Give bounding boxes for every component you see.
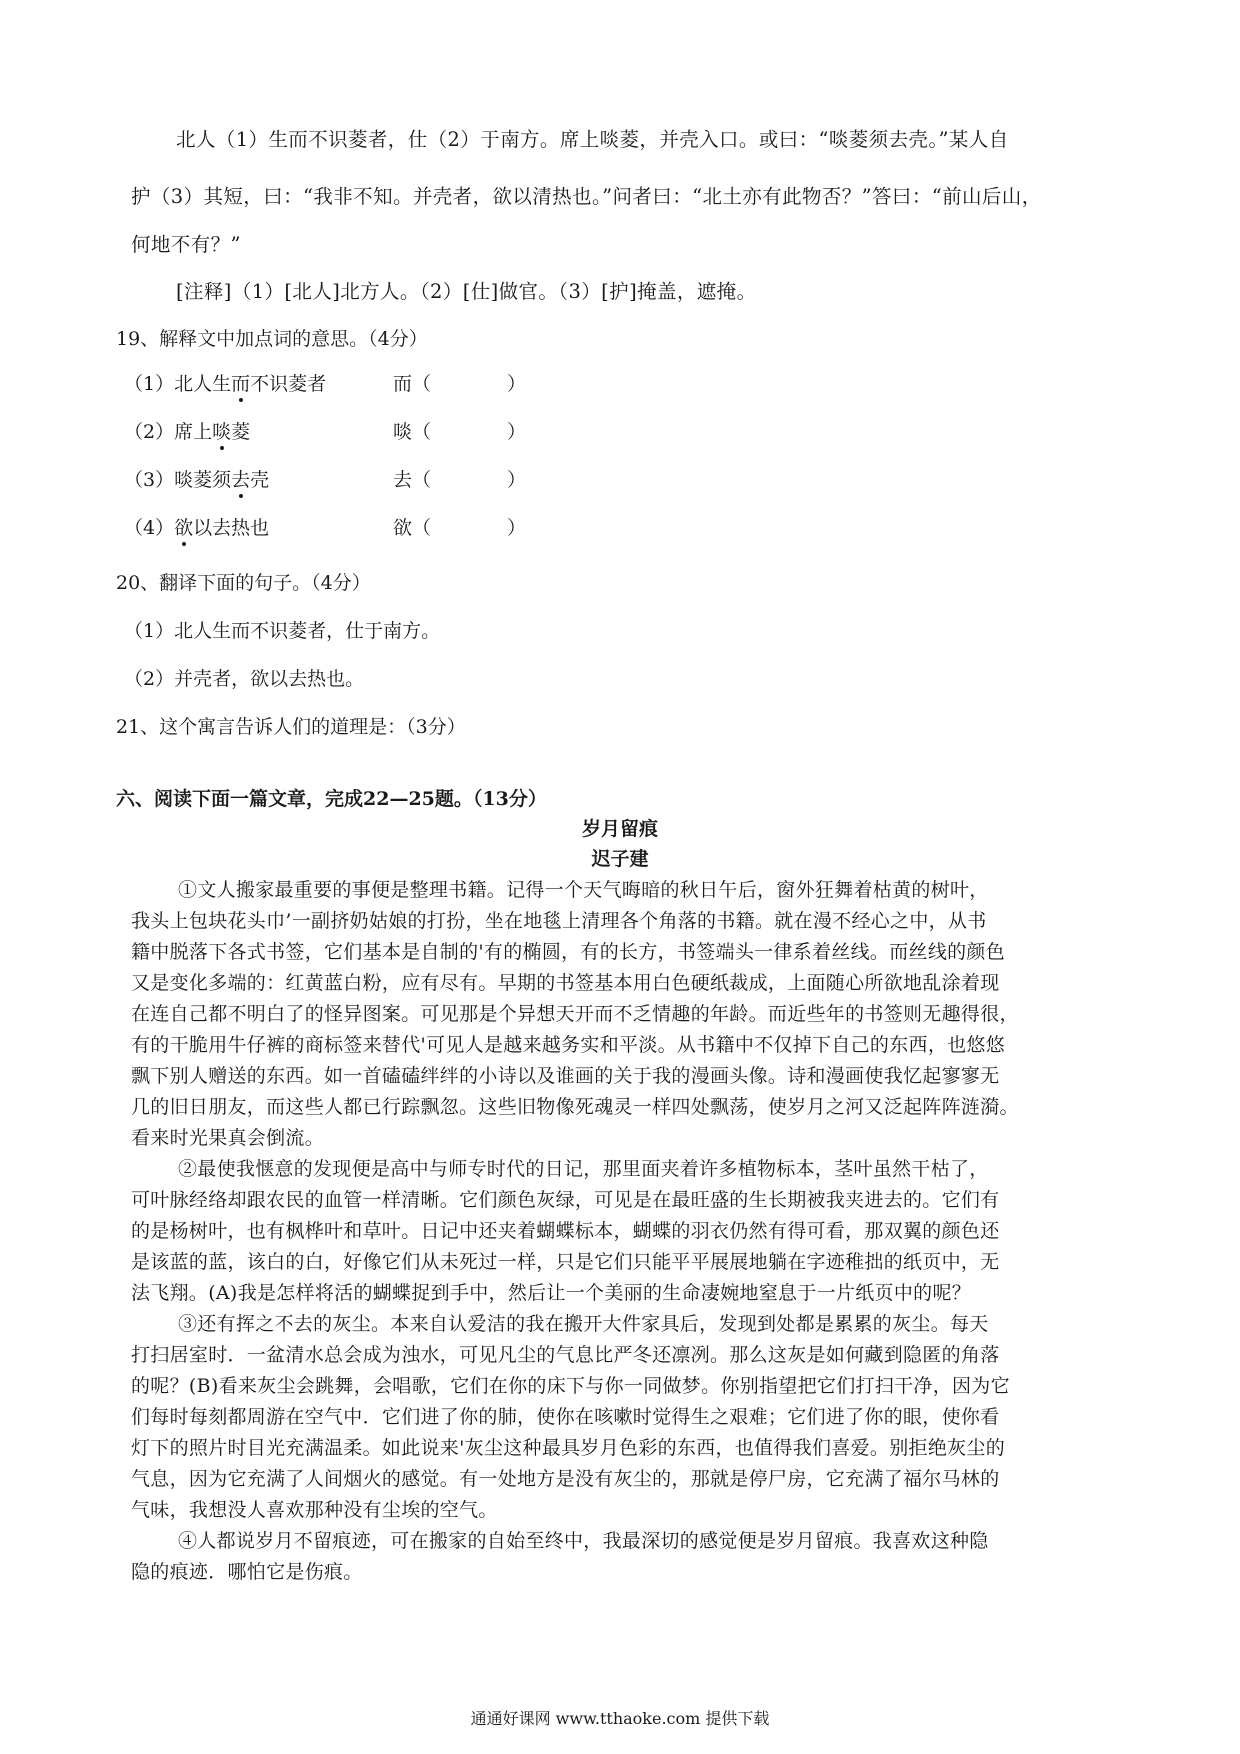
- article-author: 迟子建: [591, 848, 649, 870]
- article-line: 的呢？(B)看来灰尘会跳舞，会唱歌，它们在你的床下与你一同做梦。你别指望把它们打扫干净，因为它: [131, 1375, 1010, 1397]
- article-line: ④人都说岁月不留痕迹，可在搬家的自始至终中，我最深切的感觉便是岁月留痕。我喜欢这种隐: [178, 1530, 989, 1552]
- article-line: 是该蓝的蓝，该白的白，好像它们从未死过一样，只是它们只能平平展展地躺在字迹稚拙的纸页中，无: [131, 1251, 1000, 1273]
- question-20-title: 20、翻译下面的句子。（4分）: [116, 572, 371, 594]
- question-19-item-4: [124, 513, 269, 540]
- article-line: 的是杨树叶，也有枫桦叶和草叶。日记中还夹着蝴蝶标本，蝴蝶的羽衣仍然有得可看，那双翼的颜色还: [131, 1220, 1000, 1242]
- article-line: 打扫居室时．一盆清水总会成为浊水，可见凡尘的气息比严冬还凛冽。那么这灰是如何藏到隐匿的角落: [131, 1344, 1000, 1366]
- item-prefix: （3）啖菱须: [124, 469, 232, 491]
- item-suffix: 菱: [231, 421, 251, 443]
- article-line: ③还有挥之不去的灰尘。本来自认爱洁的我在搬开大件家具后，发现到处都是累累的灰尘。每天: [178, 1313, 989, 1335]
- classical-text-notes: [注释]（1）[北人]北方人。（2）[仕]做官。（3）[护]掩盖，遮掩。: [176, 280, 757, 303]
- article-line: 有的干脆用牛仔裤的商标签来替代'可见人是越来越务实和平淡。从书籍中不仅掉下自己的东西，也悠悠: [131, 1034, 1006, 1056]
- classical-text-line-3: 何地不有？”: [131, 233, 241, 256]
- answer-word: 啖: [393, 421, 413, 443]
- article-line: 我头上包块花头巾’一副挤奶姑娘的打扮，坐在地毯上清理各个角落的书籍。就在漫不经心之中，从书: [131, 910, 987, 932]
- dotted-word: 去: [231, 469, 251, 491]
- section-6-heading: 六、阅读下面一篇文章，完成22—25题。（13分）: [116, 788, 547, 810]
- question-19-answer-3: 去（ ）: [393, 469, 527, 491]
- classical-text-line-1: 北人（1）生而不识菱者，仕（2）于南方。席上啖菱，并壳入口。或曰：“啖菱须去壳。”某人自: [176, 128, 1009, 151]
- question-19-item-1: [124, 369, 326, 396]
- question-20-sentence-1: （1）北人生而不识菱者，仕于南方。: [124, 620, 441, 642]
- article-title: 岁月留痕: [581, 818, 658, 840]
- question-19-answer-2: 啖（ ）: [393, 421, 527, 443]
- answer-word: 欲: [393, 517, 413, 539]
- question-19-title: 19、解释文中加点词的意思。（4分）: [116, 328, 428, 350]
- answer-word: 去: [393, 469, 413, 491]
- dotted-word: 啖: [212, 421, 232, 443]
- article-line: 气息，因为它充满了人间烟火的感觉。有一处地方是没有灰尘的，那就是停尸房，它充满了福尔马林的: [131, 1468, 1000, 1490]
- question-21-title: 21、这个寓言告诉人们的道理是：（3分）: [116, 716, 466, 738]
- question-19-answer-4: 欲（ ）: [393, 517, 527, 539]
- item-suffix: 不识菱者: [250, 373, 327, 395]
- article-line: 气味，我想没人喜欢那种没有尘埃的空气。: [131, 1499, 498, 1521]
- article-line: 几的旧日朋友，而这些人都已行踪飘忽。这些旧物像死魂灵一样四处飘荡，使岁月之河又泛起阵阵涟漪。: [131, 1096, 1019, 1118]
- article-line: 看来时光果真会倒流。: [131, 1127, 325, 1149]
- article-line: 隐的痕迹．哪怕它是伤痕。: [131, 1561, 363, 1583]
- dotted-word: 欲: [174, 517, 194, 539]
- item-prefix: （2）席上: [124, 421, 213, 443]
- item-suffix: 以去热也: [193, 517, 270, 539]
- dotted-word: 而: [231, 373, 251, 395]
- item-prefix: （1）北人生: [124, 373, 232, 395]
- article-line: 又是变化多端的：红黄蓝白粉，应有尽有。早期的书签基本用白色硬纸裁成，上面随心所欲地乱涂着现: [131, 972, 1000, 994]
- article-line: 法飞翔。(A)我是怎样将活的蝴蝶捉到手中，然后让一个美丽的生命凄婉地窒息于一片纸页中的呢？: [131, 1282, 972, 1304]
- question-19-item-3: [124, 465, 269, 492]
- question-19-answer-1: 而（ ）: [393, 373, 527, 395]
- item-suffix: 壳: [250, 469, 270, 491]
- article-line: 可叶脉经络却跟农民的血管一样清晰。它们颜色灰绿，可见是在最旺盛的生长期被我夹进去的。它们有: [131, 1189, 1000, 1211]
- answer-word: 而: [393, 373, 413, 395]
- article-line: 们每时每刻都周游在空气中．它们进了你的肺，使你在咳嗽时觉得生之艰难；它们进了你的眼，使你看: [131, 1406, 1000, 1428]
- article-line: 飘下别人赠送的东西。如一首磕磕绊绊的小诗以及谁画的关于我的漫画头像。诗和漫画使我忆起寥寥无: [131, 1065, 1000, 1087]
- question-20-sentence-2: （2）并壳者，欲以去热也。: [124, 668, 365, 690]
- article-line: 灯下的照片时目光充满温柔。如此说来'灰尘这种最具岁月色彩的东西，也值得我们喜爱。别拒绝灰尘的: [131, 1437, 1006, 1459]
- article-line: 在连自己都不明白了的怪异图案。可见那是个异想天开而不乏情趣的年龄。而近些年的书签则无趣得很，: [131, 1003, 1019, 1025]
- classical-text-line-2: 护（3）其短，曰：“我非不知。并壳者，欲以清热也。”问者曰：“北土亦有此物否？”答曰：“前山后山，: [131, 185, 1042, 208]
- item-prefix: （4）: [124, 517, 175, 539]
- article-line: 籍中脱落下各式书签，它们基本是自制的'有的椭圆，有的长方，书签端头一律系着丝线。而丝线的颜色: [131, 941, 1006, 963]
- article-line: ①文人搬家最重要的事便是整理书籍。记得一个天气晦暗的秋日午后，窗外狂舞着枯黄的树叶，: [178, 879, 989, 901]
- page-footer: 通通好课网 www.tthaoke.com 提供下载: [470, 1709, 770, 1728]
- question-19-item-2: [124, 417, 250, 444]
- article-line: ②最使我惬意的发现便是高中与师专时代的日记，那里面夹着许多植物标本，茎叶虽然干枯了，: [178, 1158, 989, 1180]
